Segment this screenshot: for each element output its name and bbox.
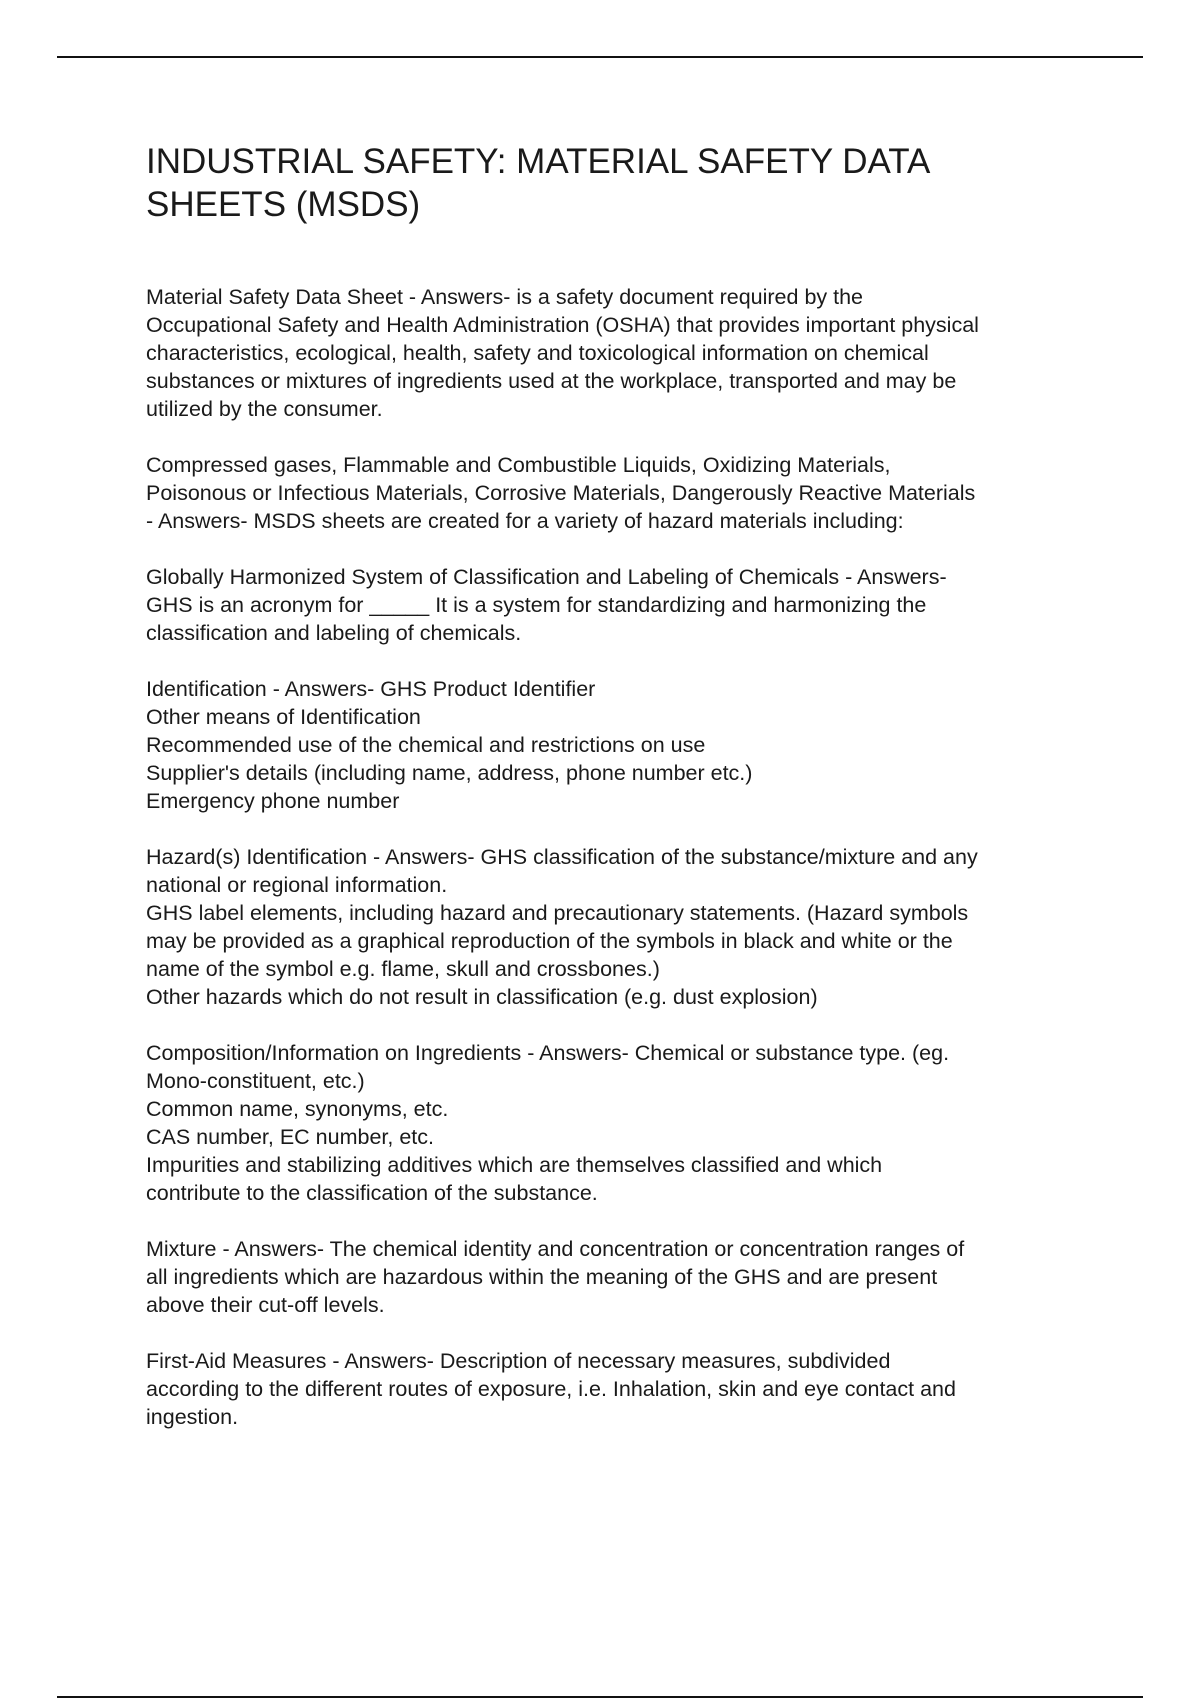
entry-material-safety-data-sheet: Material Safety Data Sheet - Answers- is a safety document required by the Occupational Safety and Health Administration (OSHA) that provides important physical characteristics, ecological, health, safety and toxicological information on chemical substances or mixtures of ingredients used at the workplace, transported and may be utilized by the consumer.	[146, 285, 979, 421]
entry-first-aid: First-Aid Measures - Answers- Description of necessary measures, subdivided according to the different routes of exposure, i.e. Inhalation, skin and eye contact and ingestion.	[146, 1349, 956, 1429]
entry-ghs: Globally Harmonized System of Classification and Labeling of Chemicals - Answers- GHS is an acronym for _____ It is a system for standardizing and harmonizing the classification and labeling of chemicals.	[146, 565, 947, 645]
document-body	[146, 140, 1106, 1459]
header-rule	[57, 56, 1143, 58]
entry-hazard-identification: Hazard(s) Identification - Answers- GHS classification of the substance/mixture and any national or regional information. GHS label elements, including hazard and precautionary statements. (Hazard symbols may be provided as a graphical reproduction of the symbols in black and white or the name of the symbol e.g. flame, skull and crossbones.) Other hazards which do not result in classification (e.g. dust explosion)	[146, 845, 978, 1009]
entry-composition: Composition/Information on Ingredients - Answers- Chemical or substance type. (eg. Mono-constituent, etc.) Common name, synonyms, etc. CAS number, EC number, etc. Impurities and stabilizing additives which are themselves classified and which contribute to the classification of the substance.	[146, 1041, 950, 1205]
entry-mixture: Mixture - Answers- The chemical identity and concentration or concentration ranges of all ingredients which are hazardous within the meaning of the GHS and are present above their cut-off levels.	[146, 1237, 965, 1317]
document-title: INDUSTRIAL SAFETY: MATERIAL SAFETY DATA SHEETS (MSDS)	[146, 142, 929, 224]
entry-hazard-materials: Compressed gases, Flammable and Combustible Liquids, Oxidizing Materials, Poisonous or Infectious Materials, Corrosive Materials, Dangerously Reactive Materials - Answers- MSDS sheets are created for a variety of hazard materials including:	[146, 453, 976, 533]
entry-identification: Identification - Answers- GHS Product Identifier Other means of Identification Recommended use of the chemical and restrictions on use Supplier's details (including name, address, phone number etc.) Emergency phone number	[146, 677, 753, 813]
footer-rule	[57, 1696, 1143, 1698]
